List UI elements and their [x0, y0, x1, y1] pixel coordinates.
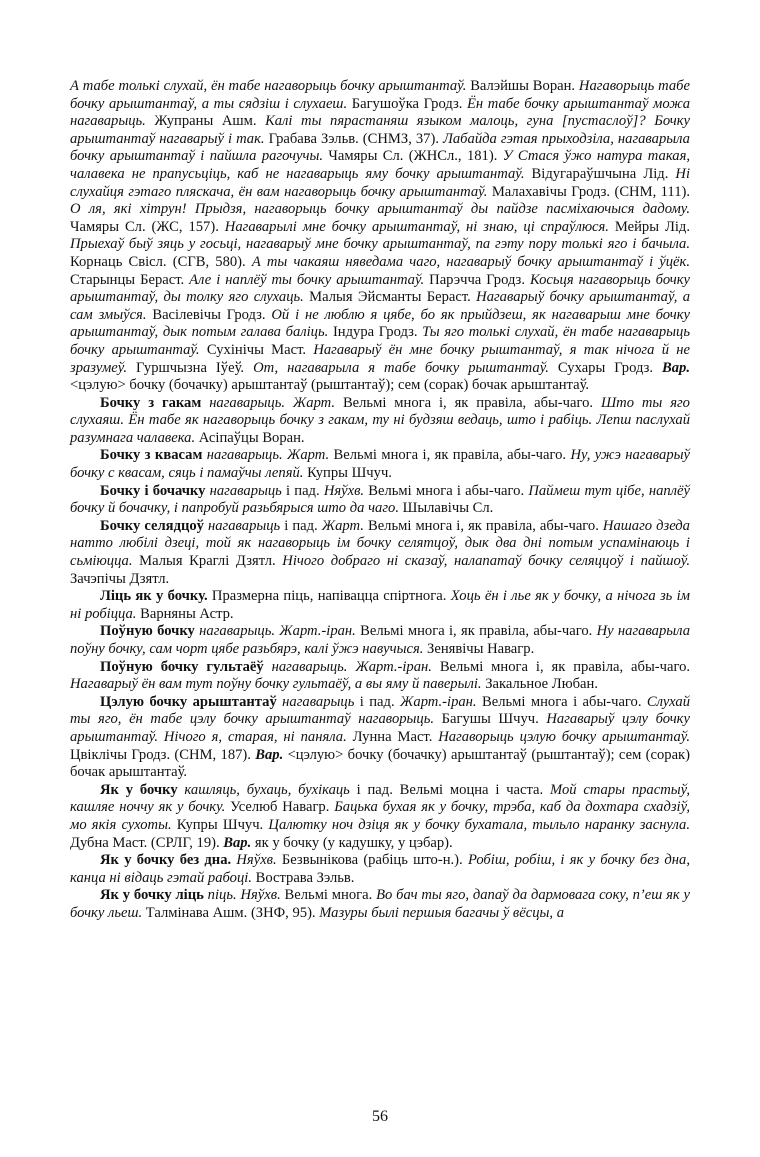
italic-text: кашляць, бухаць, бухікаць [177, 781, 350, 798]
regular-text: Безвынікова (рабіць што-н.). [276, 852, 468, 869]
regular-text: і пад. [354, 693, 401, 710]
regular-text: Малыя Краглі Дзятл. [132, 553, 283, 570]
italic-text: Во бач ты яго, дапаў да дармовага соку, п’еш як у бочку льеш. [70, 887, 691, 921]
italic-text: У Стася ўжо натура такая, чалавека не прапусьціць, каб не нагаварыць яму бочку арыштантаў. [70, 148, 691, 182]
italic-text: Нагаварыў цэлу бочку арыштантаў. Нічого я, старая, ні паняла. [70, 711, 690, 745]
regular-text: Вельмі многа і, як правіла, абы-чаго. [355, 623, 597, 640]
regular-text: Чамяры Сл. (ЖНСл., 181). [323, 148, 503, 165]
italic-text: Нічого добраго ні сказаў, налапатаў бочку селяццоў і пайшоў. [282, 553, 690, 570]
regular-text: і пад. [280, 517, 322, 534]
dictionary-entry [70, 694, 690, 782]
regular-text: Мейры Лід. [608, 218, 690, 235]
regular-text: Багушоўка Гродз. [347, 95, 467, 112]
italic-text: Няўхв. [323, 482, 365, 499]
regular-text: Вельмі многа і абы-чаго. [476, 693, 647, 710]
italic-text: О ля, які хітрун! Прыдзя, нагаворыць бочку арыштантаў ды пайдзе пасміхаючыся дадому. [70, 201, 690, 218]
italic-text: Косьця нагаворыць бочку арыштантаў, ды толку яго слухаць. [70, 271, 691, 306]
regular-text: Вельмі многа і, як правіла, абы-чаго. [363, 517, 603, 534]
regular-text: Дубна Маст. (СРЛГ, 19). [70, 834, 224, 851]
italic-text: Цалютку ноч дзіця як у бочку бухатала, тыльло наранку заснула. [268, 816, 691, 833]
italic-text: От, нагаварыла я табе бочку рыштантаў. [253, 359, 549, 376]
italic-text: Паймеш тут цібе, наплёў бочку й бочачку, і папробуй разьбярыся што да чаго. [70, 482, 690, 517]
dictionary-entry [70, 447, 690, 482]
page-number: 56 [372, 1108, 388, 1125]
entry-headword: Як у бочку без дна. [100, 852, 232, 869]
regular-text: Валэйшы Воран. [466, 78, 579, 94]
regular-text: Шылавічы Сл. [398, 500, 494, 517]
italic-text: нагаварыць. Жарт. [202, 447, 330, 464]
entry-headword: Поўную бочку гультаёў [100, 658, 264, 675]
italic-text: Робіш, робіш, і як у бочку без дна, канца ні відаць гэтай рабоці. [70, 852, 690, 886]
italic-text: Нагаварыў бочку арыштантаў, а сам змыўся. [70, 289, 690, 323]
italic-text: Жарт.-іран. [400, 693, 477, 710]
dictionary-entry [70, 782, 690, 852]
entry-headword: Як у бочку ліць [100, 887, 204, 904]
italic-text: Мой стары прастыў, кашляе ноччу як у бочку. [70, 781, 691, 816]
italic-text: Але і наплёў ты бочку арыштантаў. [189, 271, 425, 288]
regular-text: Вельмі многа і, як правіла, абы-чаго. [329, 447, 571, 464]
italic-text: піць. Няўхв. [203, 887, 281, 904]
regular-text: Вельмі многа і абы-чаго. [364, 482, 529, 499]
dictionary-entry [70, 852, 690, 887]
regular-text: Закальное Любан. [481, 676, 598, 693]
italic-text: А табе толькі слухай, ён табе нагаворыць бочку арыштантаў. [70, 78, 467, 94]
italic-text: Бацька бухая як у бочку, трэба, каб да дохтара схадзіў, мо якія сухоты. [70, 799, 690, 833]
italic-text: нагаварыць [205, 482, 282, 499]
dictionary-entry [70, 518, 690, 588]
italic-text: Нагаварыў ён вам тут поўну бочку гультаёў, а вы яму й паверылі. [70, 676, 482, 693]
regular-text: Лунна Маст. [346, 728, 439, 745]
regular-text: Вельмі многа і, як правіла, абы-чаго. [431, 658, 691, 675]
dictionary-entry [70, 887, 690, 922]
regular-text: Сухінічы Маст. [199, 341, 314, 358]
italic-text: Ой і не люблю я цябе, бо як прыйдзеш, як нагаварыш мне бочку арыштантаў, дык потым галава баліць. [70, 306, 690, 341]
regular-text: Гуршчызна Іўеў. [127, 359, 254, 376]
regular-text: Зачэпічы Дзятл. [70, 570, 170, 587]
entry-headword: Бочку з квасам [100, 447, 203, 464]
dictionary-entry [70, 78, 690, 395]
italic-text: нагаварыць. Жарт.-іран. [263, 658, 432, 675]
regular-text: Варняны Астр. [136, 605, 234, 622]
variant-marker: Вар. [662, 359, 690, 376]
italic-text: Ён табе бочку арыштантаў можа нагаварыць. [70, 95, 690, 130]
regular-text: Жупраны Ашм. [145, 113, 266, 130]
italic-text: Нашаго дзеда натто любілі дзеці, той як нагаворыць ім бочку селятцоў, дык два дні потым успамінаюць і сьміюцца. [70, 517, 690, 570]
italic-text: Нагаварыў ён мне бочку рыштантаў, я так нічога й не зразумеў. [70, 341, 690, 376]
entry-headword: Бочку і бочачку [100, 482, 206, 499]
dictionary-entry [70, 483, 690, 518]
regular-text: Малыя Эйсманты Бераст. [303, 289, 477, 306]
regular-text: Купры Шчуч. [171, 816, 269, 833]
italic-text: Лабайда гэтая прыходзіла, нагаварыла бочку арыштантаў і пайшла рагочучы. [70, 130, 690, 165]
dictionary-page-text [70, 78, 690, 923]
regular-text: <цэлую> бочку (бочачку) арыштантаў (рыштантаў); сем (сорак) бочак арыштантаў. [70, 746, 690, 781]
regular-text: Малахавічы Гродз. (СНМ, 111). [487, 183, 690, 200]
regular-text: і пад. [281, 482, 324, 499]
italic-text: А ты чакаяш няведама чаго, нагаварыў бочку арыштантаў і ўцёк. [251, 253, 690, 270]
regular-text: Індура Гродз. [328, 324, 423, 341]
italic-text: Нагаварылі мне бочку арыштантаў, ні знаю, ці спраўлюся. [224, 218, 609, 235]
regular-text: Багушы Шчуч. [434, 711, 547, 728]
entry-headword: Ліць як у бочку. [100, 588, 208, 605]
italic-text: нагаварыць [276, 693, 355, 710]
italic-text: Хоць ён і лье як у бочку, а нічога зь ім ні робіцца. [70, 588, 690, 622]
italic-text: Слухай ты яго, ён табе цэлу бочку арыштантаў нагаворыць. [70, 693, 690, 728]
italic-text: Жарт. [321, 517, 364, 534]
dictionary-entry [70, 588, 690, 623]
italic-text: Нагаворыць цэлую бочку арыштантаў. [438, 728, 690, 745]
regular-text: Сухары Гродз. [548, 359, 662, 376]
italic-text: Прыехаў быў зяць у госьці, нагаварыў мне бочку арыштантаў, па гэту пору толькі яго і бачыла. [70, 236, 690, 253]
italic-text: Ну нагаварыла поўну бочку, сам чорт цябе разьбярэ, калі ўжэ навучыся. [70, 623, 690, 657]
entry-headword: Поўную бочку [100, 623, 195, 640]
italic-text: Ну, ужэ нагаварыў бочку с квасам, сяць і памаўчы лепяй. [70, 447, 690, 482]
regular-text: <цэлую> бочку (бочачку) арыштантаў (рыштантаў); сем (сорак) бочак арыштантаў. [70, 377, 590, 394]
regular-text: Вельмі многа і, як правіла, абы-чаго. [335, 394, 601, 411]
regular-text: Талмінава Ашм. (ЗНФ, 95). [142, 904, 320, 921]
italic-text: Мазуры былі першыя багачы ў вёсцы, а [319, 904, 565, 921]
regular-text: Асіпаўцы Воран. [195, 429, 305, 446]
regular-text: Зенявічы Навагр. [423, 641, 535, 657]
variant-marker: Вар. [223, 834, 252, 851]
entry-headword: Бочку з гакам [100, 394, 202, 411]
italic-text: нагаварыць [203, 517, 281, 534]
italic-text: Калі ты пярастаняш языком малоць, гуна [пустаслоў]? Бочку арыштантаў нагаварыў і так. [70, 113, 691, 147]
regular-text: Празмерна піць, напівацца спіртнога. [207, 588, 451, 605]
regular-text: Чамяры Сл. (ЖС, 157). [70, 218, 225, 235]
italic-text: Ты яго толькі слухай, ён табе нагаварыць бочку арыштантаў. [70, 324, 690, 358]
entry-headword: Бочку селядцоў [100, 517, 204, 534]
regular-text: Купры Шчуч. [303, 465, 392, 482]
regular-text: Цвіклічы Гродз. (СНМ, 187). [70, 746, 256, 763]
dictionary-entry [70, 623, 690, 658]
italic-text: нагаварыць. Жарт.-іран. [194, 623, 356, 640]
dictionary-entry [70, 395, 690, 448]
regular-text: Корнаць Свісл. (СГВ, 580). [70, 253, 252, 270]
regular-text: Відугараўшчына Лід. [524, 165, 676, 182]
italic-text: Ні слухайця гэтаго пляскача, ён вам нагаворыць бочку арыштантаў. [70, 165, 691, 200]
italic-text: Што ты яго слухаяш. Ён табе як нагаворыць бочку з гакам, ту ні будзяш ведаць, што і рабіць. Лепш паслухай разумнага чалавека. [70, 394, 690, 446]
italic-text: Няўхв. [236, 852, 277, 869]
regular-text: Старынцы Бераст. [70, 271, 190, 288]
regular-text: Вострава Зэльв. [251, 869, 355, 886]
italic-text: нагаварыць. Жарт. [201, 394, 336, 411]
regular-text: як у бочку (у кадушку, у цэбар). [251, 834, 453, 851]
regular-text: Уселюб Навагр. [225, 799, 335, 816]
entry-headword: Як у бочку [100, 781, 178, 798]
variant-marker: Вар. [255, 746, 284, 763]
regular-text: Парэчча Гродз. [424, 271, 530, 288]
regular-text: і пад. Вельмі моцна і часта. [349, 781, 550, 798]
regular-text: Грабава Зэльв. (СНМЗ, 37). [264, 130, 443, 147]
regular-text: Васілевічы Гродз. [146, 306, 272, 323]
italic-text: Нагаворыць табе бочку арыштантаў, а ты сядзіш і слухаеш. [70, 78, 690, 112]
entry-headword: Цэлую бочку арыштантаў [100, 693, 277, 710]
dictionary-entry [70, 659, 690, 694]
regular-text: Вельмі многа. [280, 887, 377, 904]
